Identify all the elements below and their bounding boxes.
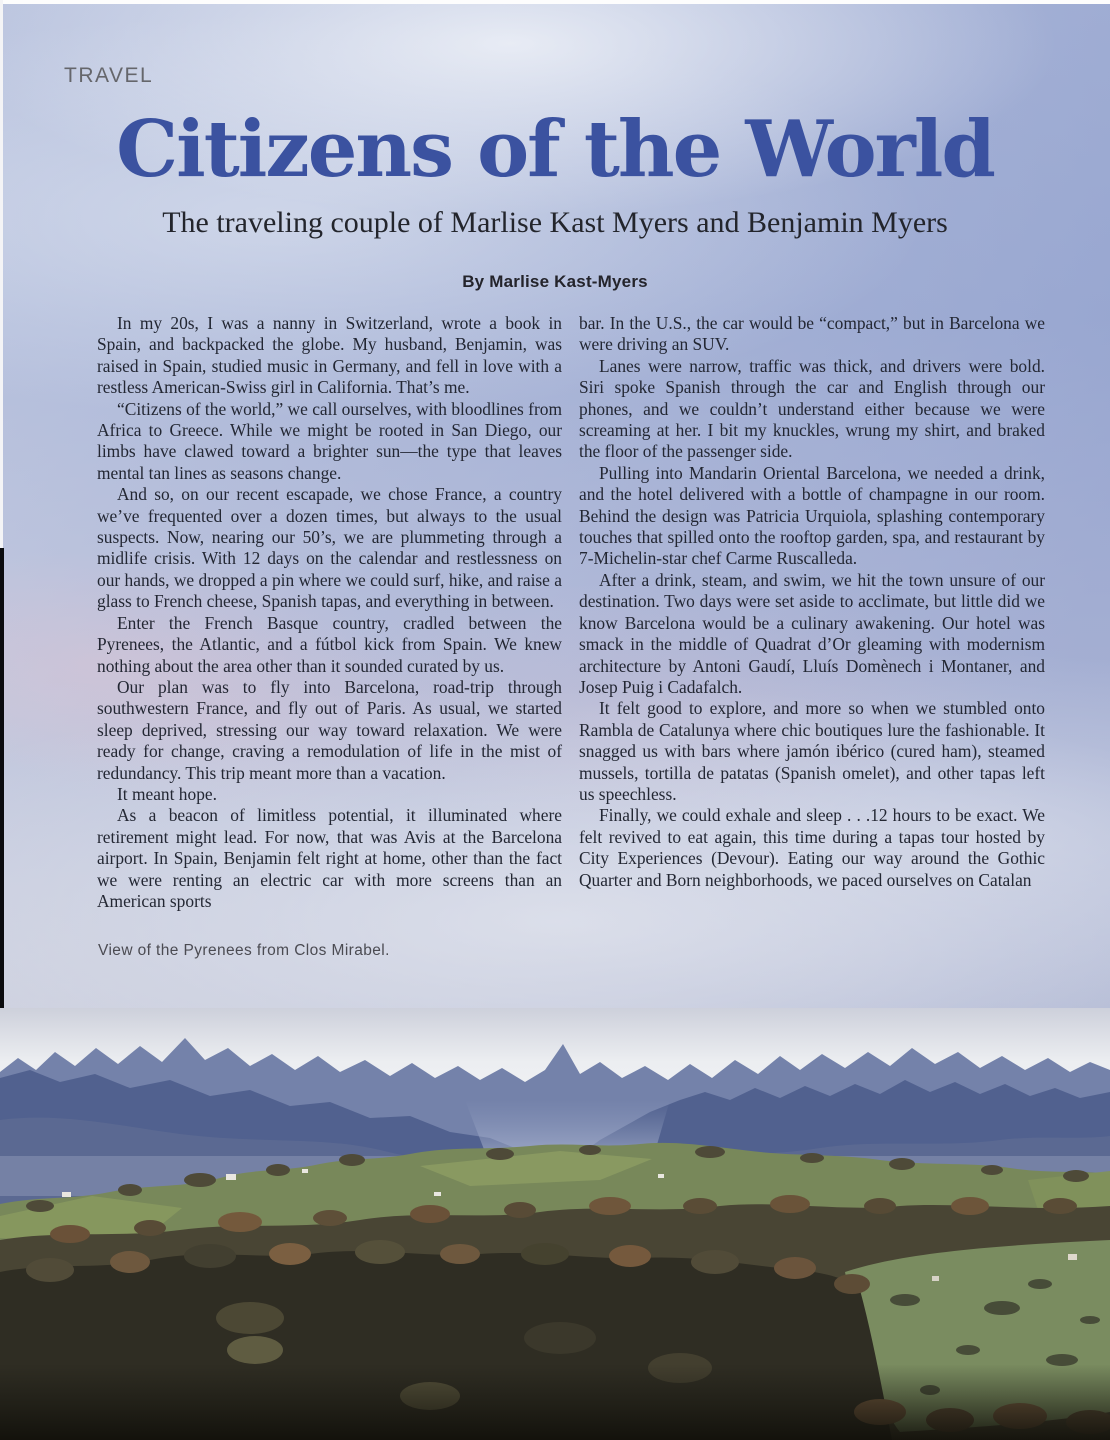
body-paragraph: As a beacon of limitless potential, it illuminated where retirement might lead. For now, that was Avis at the Barcelona airport. In Spain, Benjamin felt right at home, other than the fact we were renting an electric car with more screens than an American sports <box>97 805 562 911</box>
body-paragraph: In my 20s, I was a nanny in Switzerland, wrote a book in Spain, and backpacked the globe. My husband, Benjamin, was raised in Spain, studied music in Germany, and fell in love with a restless American-Swiss girl in California. That’s me. <box>97 313 562 398</box>
body-paragraph: bar. In the U.S., the car would be “compact,” but in Barcelona we were driving an SUV. <box>579 313 1045 355</box>
article-column-left <box>97 313 562 912</box>
article-column-right <box>579 313 1045 891</box>
pyrenees-photo <box>0 1008 1110 1440</box>
body-paragraph: Finally, we could exhale and sleep . . .12 hours to be exact. We felt revived to eat again, this time during a tapas tour hosted by City Experiences (Devour). Eating our way around the Gothic Quarter and Born neighborhoods, we paced ourselves on Catalan <box>579 805 1045 890</box>
body-paragraph: Lanes were narrow, traffic was thick, and drivers were bold. Siri spoke Spanish through the car and English through our phones, and we couldn’t understand either because we were screaming at her. I bit my knuckles, wrung my shirt, and braked the floor of the passenger side. <box>579 355 1045 462</box>
page-top-margin <box>0 0 1110 4</box>
body-paragraph: And so, on our recent escapade, we chose France, a country we’ve frequented over a dozen times, but always to the usual suspects. Now, nearing our 50’s, we are plummeting through a midlife crisis. With 12 days on the calendar and restlessness on our hands, we dropped a pin where we could surf, hike, and raise a glass to French cheese, Spanish tapas, and everything in between. <box>97 484 562 612</box>
photo-vignette <box>0 1364 1110 1440</box>
body-paragraph: “Citizens of the world,” we call ourselves, with bloodlines from Africa to Greece. While we might be rooted in San Diego, our limbs have clawed toward a brighter sun—the type that leaves mental tan lines as seasons change. <box>97 398 562 483</box>
byline: By Marlise Kast-Myers <box>462 272 648 291</box>
body-paragraph: After a drink, steam, and swim, we hit the town unsure of our destination. Two days were set aside to acclimate, but little did we know Barcelona would be a culinary awakening. Our hotel was smack in the middle of Quadrat d’Or gleaming with modernism architecture by Antoni Gaudí, Lluís Domènech i Montaner, and Josep Puig i Cadafalch. <box>579 569 1045 697</box>
body-paragraph: Pulling into Mandarin Oriental Barcelona, we needed a drink, and the hotel delivered with a bottle of champagne in our room. Behind the design was Patricia Urquiola, splashing contemporary touches that spilled onto the rooftop garden, spa, and restaurant by 7-Michelin-star chef Carme Ruscalleda. <box>579 462 1045 569</box>
body-paragraph: It meant hope. <box>117 783 217 804</box>
section-kicker: TRAVEL <box>64 64 154 87</box>
page-left-margin-dark <box>0 548 4 1010</box>
article-title: Citizens of the World <box>116 104 994 195</box>
photo-caption: View of the Pyrenees from Clos Mirabel. <box>98 942 390 959</box>
body-paragraph: It felt good to explore, and more so when we stumbled onto Rambla de Catalunya where chic boutiques lure the fashionable. It snagged us with bars where jamón ibérico (cured ham), steamed mussels, tortilla de patatas (Spanish omelet), and other tapas left us speechless. <box>579 698 1045 804</box>
body-paragraph: Our plan was to fly into Barcelona, road-trip through southwestern France, and fly out of Paris. As usual, we started sleep deprived, stressing our way toward relaxation. We were ready for change, craving a remodulation of life in the mist of redundancy. This trip meant more than a vacation. <box>97 676 562 783</box>
article-subtitle: The traveling couple of Marlise Kast Myers and Benjamin Myers <box>162 206 948 239</box>
body-paragraph: Enter the French Basque country, cradled between the Pyrenees, the Atlantic, and a fútbol kick from Spain. We knew nothing about the area other than it sounded curated by us. <box>97 612 562 676</box>
